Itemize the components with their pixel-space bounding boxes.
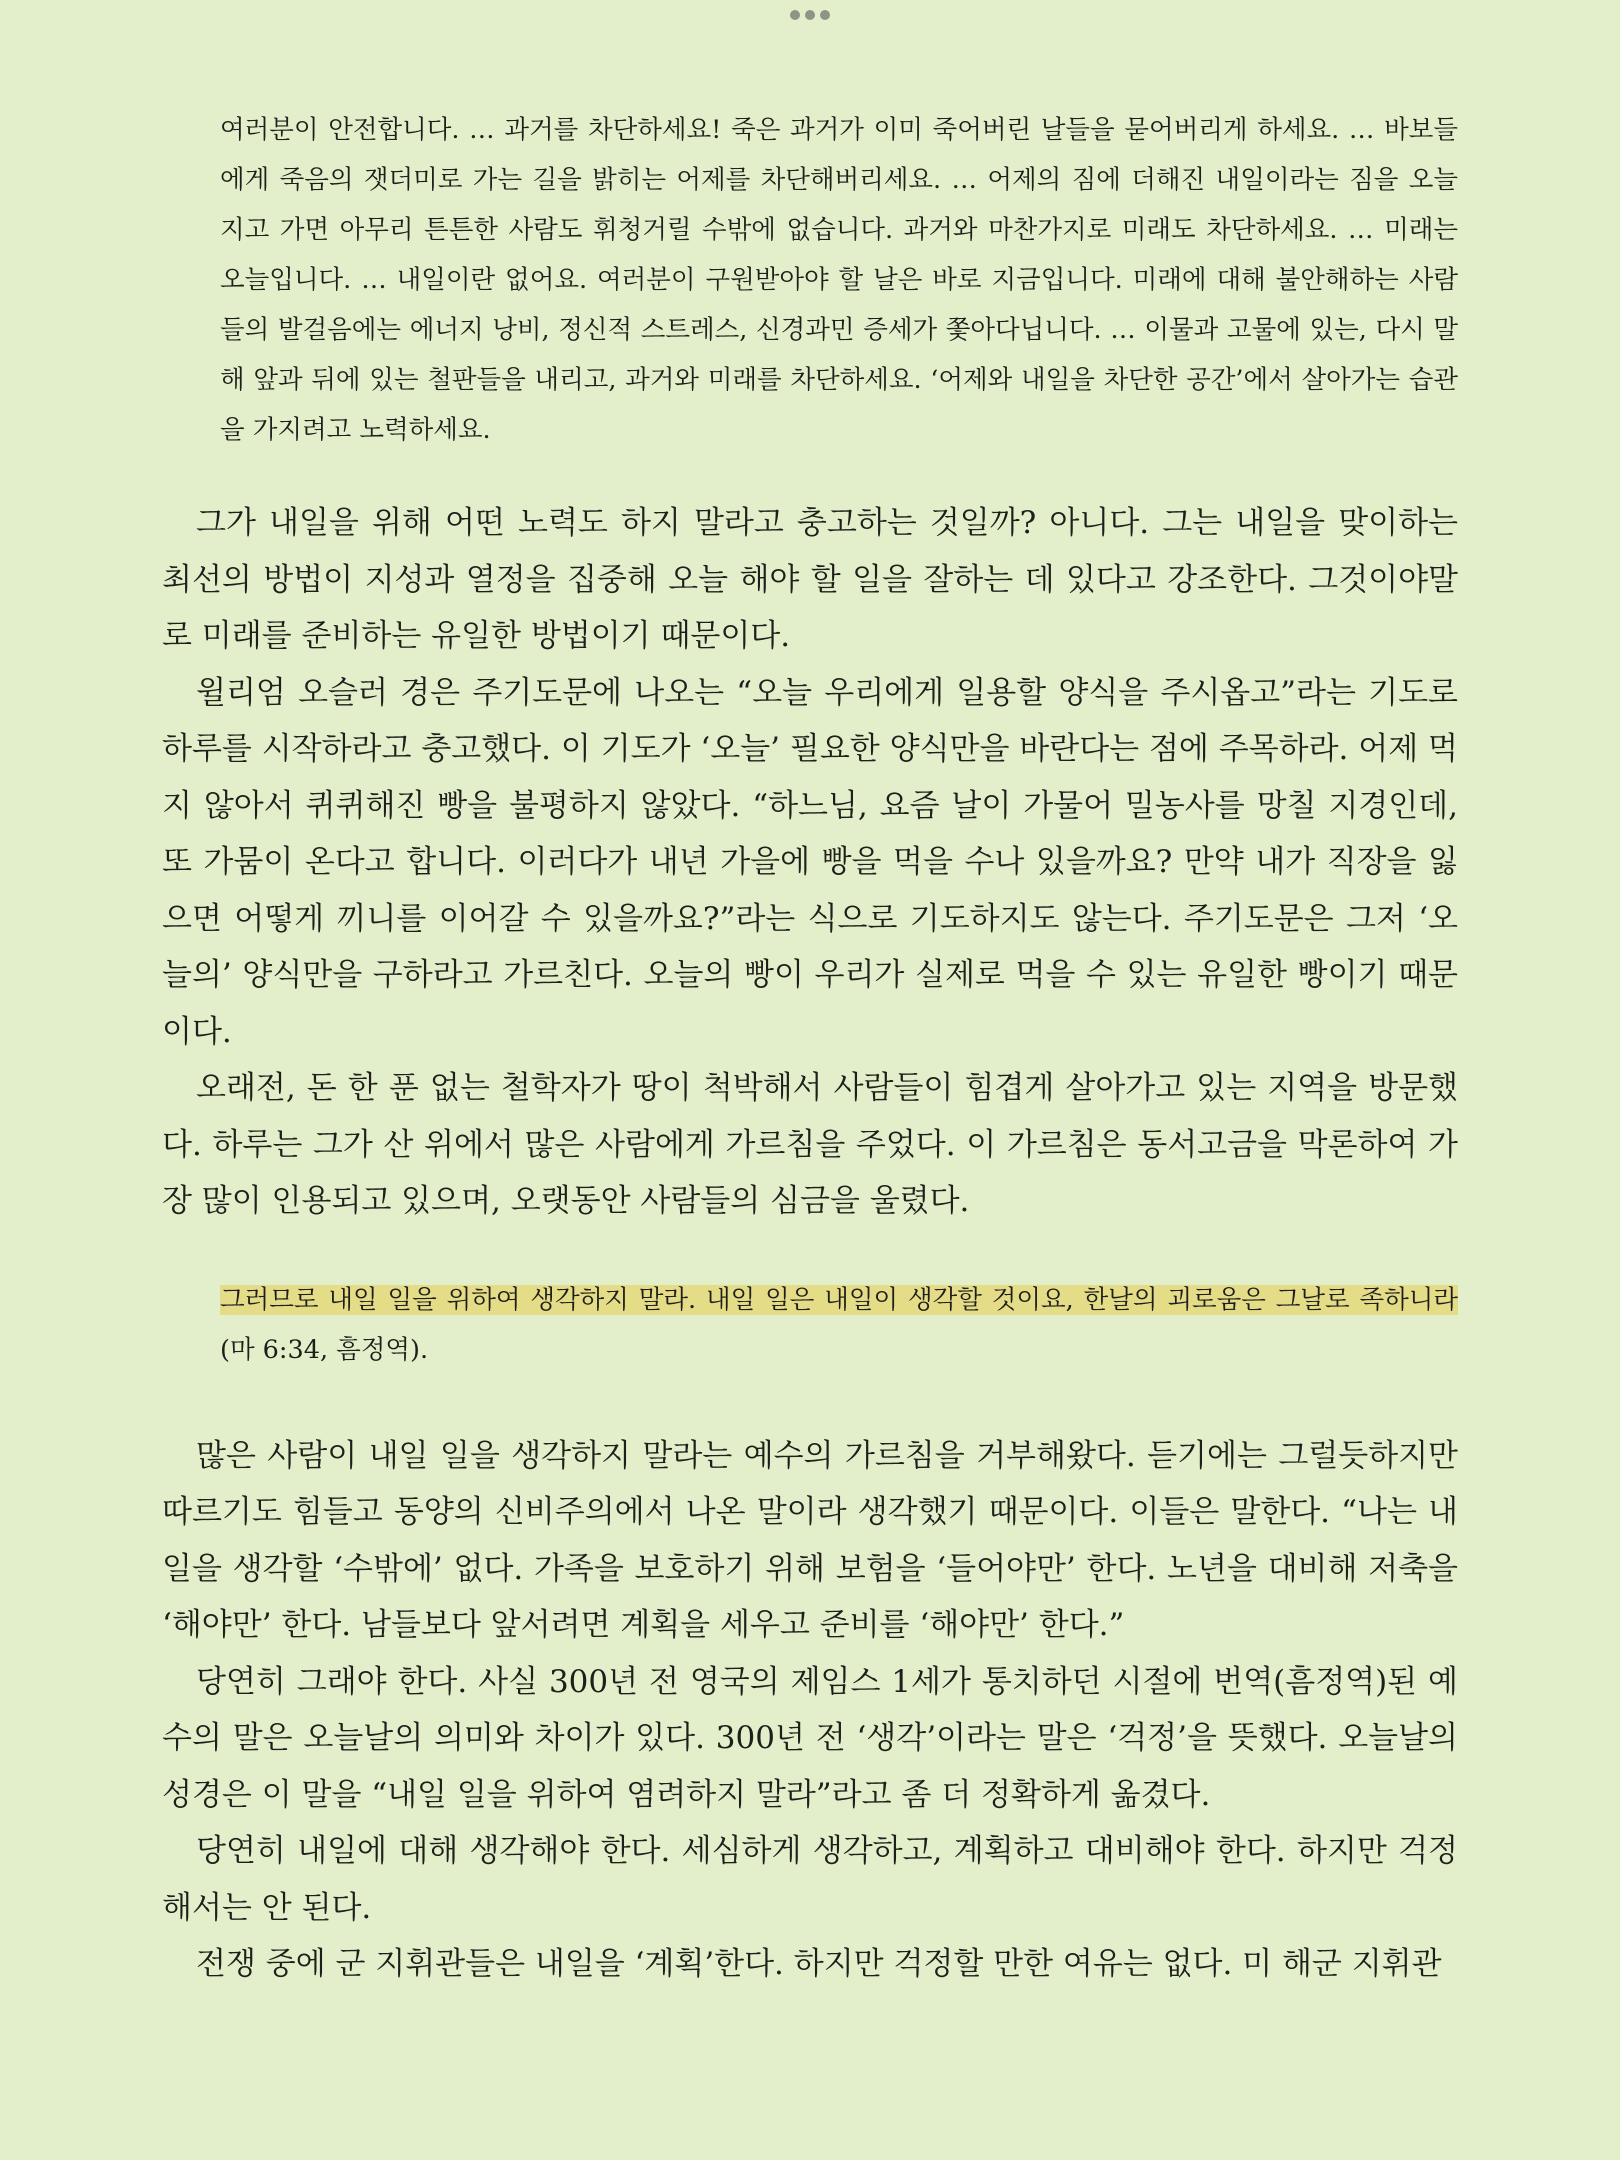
- more-dots-icon: [805, 10, 815, 20]
- highlighted-text[interactable]: 그러므로 내일 일을 위하여 생각하지 말라. 내일 일은 내일이 생각할 것이요, 한날의 괴로움은 그날로 족하니라: [220, 1284, 1458, 1315]
- paragraph[interactable]: 당연히 내일에 대해 생각해야 한다. 세심하게 생각하고, 계획하고 대비해야 한다. 하지만 걱정해서는 안 된다.: [162, 1833, 1458, 1926]
- block-quote-osler: [220, 105, 1458, 455]
- more-dots-icon: [790, 10, 800, 20]
- reader-menu-button[interactable]: [790, 10, 830, 20]
- paragraph[interactable]: 윌리엄 오슬러 경은 주기도문에 나오는 “오늘 우리에게 일용할 양식을 주시옵고”라는 기도로 하루를 시작하라고 충고했다. 이 기도가 ‘오늘’ 필요한 양식만을 바란다는 점에 주목하라. 어제 먹지 않아서 퀴퀴해진 빵을 불평하지 않았다. “하느님, 요즘 날이 가물어 밀농사를 망칠 지경인데, 또 가뭄이 온다고 합니다. 이러다가 내년 가을에 빵을 먹을 수나 있을까요? 만약 내가 직장을 잃으면 어떻게 끼니를 이어갈 수 있을까요?”라는 식으로 기도하지도 않는다. 주기도문은 그저 ‘오늘의’ 양식만을 구하라고 가르친다. 오늘의 빵이 우리가 실제로 먹을 수 있는 유일한 빵이기 때문이다.: [162, 674, 1458, 1050]
- quote-citation[interactable]: (마 6:34, 흠정역).: [220, 1334, 429, 1365]
- body-section-2: [162, 1428, 1458, 1993]
- paragraph[interactable]: 전쟁 중에 군 지휘관들은 내일을 ‘계획’한다. 하지만 걱정할 만한 여유는 없다. 미 해군 지휘관: [196, 1946, 1442, 1982]
- block-quote-matthew: [220, 1275, 1458, 1375]
- paragraph[interactable]: 많은 사람이 내일 일을 생각하지 말라는 예수의 가르침을 거부해왔다. 듣기에는 그럴듯하지만 따르기도 힘들고 동양의 신비주의에서 나온 말이라 생각했기 때문이다. 이들은 말한다. “나는 내일을 생각할 ‘수밖에’ 없다. 가족을 보호하기 위해 보험을 ‘들어야만’ 한다. 노년을 대비해 저축을 ‘해야만’ 한다. 남들보다 앞서려면 계획을 세우고 준비를 ‘해야만’ 한다.”: [162, 1437, 1458, 1643]
- quote-text[interactable]: 여러분이 안전합니다. … 과거를 차단하세요! 죽은 과거가 이미 죽어버린 날들을 묻어버리게 하세요. … 바보들에게 죽음의 잿더미로 가는 길을 밝히는 어제를 차단해버리세요. … 어제의 짐에 더해진 내일이라는 짐을 오늘 지고 가면 아무리 튼튼한 사람도 휘청거릴 수밖에 없습니다. 과거와 마찬가지로 미래도 차단하세요. … 미래는 오늘입니다. … 내일이란 없어요. 여러분이 구원받아야 할 날은 바로 지금입니다. 미래에 대해 불안해하는 사람들의 발걸음에는 에너지 낭비, 정신적 스트레스, 신경과민 증세가 쫓아다닙니다. … 이물과 고물에 있는, 다시 말해 앞과 뒤에 있는 철판들을 내리고, 과거와 미래를 차단하세요. ‘어제와 내일을 차단한 공간’에서 살아가는 습관을 가지려고 노력하세요.: [220, 115, 1458, 445]
- paragraph[interactable]: 그가 내일을 위해 어떤 노력도 하지 말라고 충고하는 것일까? 아니다. 그는 내일을 맞이하는 최선의 방법이 지성과 열정을 집중해 오늘 해야 할 일을 잘하는 데 있다고 강조한다. 그것이야말로 미래를 준비하는 유일한 방법이기 때문이다.: [162, 505, 1458, 654]
- quote-text: [220, 1275, 1458, 1375]
- body-section-1: [162, 495, 1458, 1230]
- more-dots-icon: [820, 10, 830, 20]
- paragraph[interactable]: 당연히 그래야 한다. 사실 300년 전 영국의 제임스 1세가 통치하던 시절에 번역(흠정역)된 예수의 말은 오늘날의 의미와 차이가 있다. 300년 전 ‘생각’이라는 말은 ‘걱정’을 뜻했다. 오늘날의 성경은 이 말을 “내일 일을 위하여 염려하지 말라”라고 좀 더 정확하게 옮겼다.: [162, 1663, 1458, 1813]
- paragraph[interactable]: 오래전, 돈 한 푼 없는 철학자가 땅이 척박해서 사람들이 힘겹게 살아가고 있는 지역을 방문했다. 하루는 그가 산 위에서 많은 사람에게 가르침을 주었다. 이 가르침은 동서고금을 막론하여 가장 많이 인용되고 있으며, 오랫동안 사람들의 심금을 울렸다.: [162, 1070, 1458, 1219]
- book-page: [162, 105, 1458, 1993]
